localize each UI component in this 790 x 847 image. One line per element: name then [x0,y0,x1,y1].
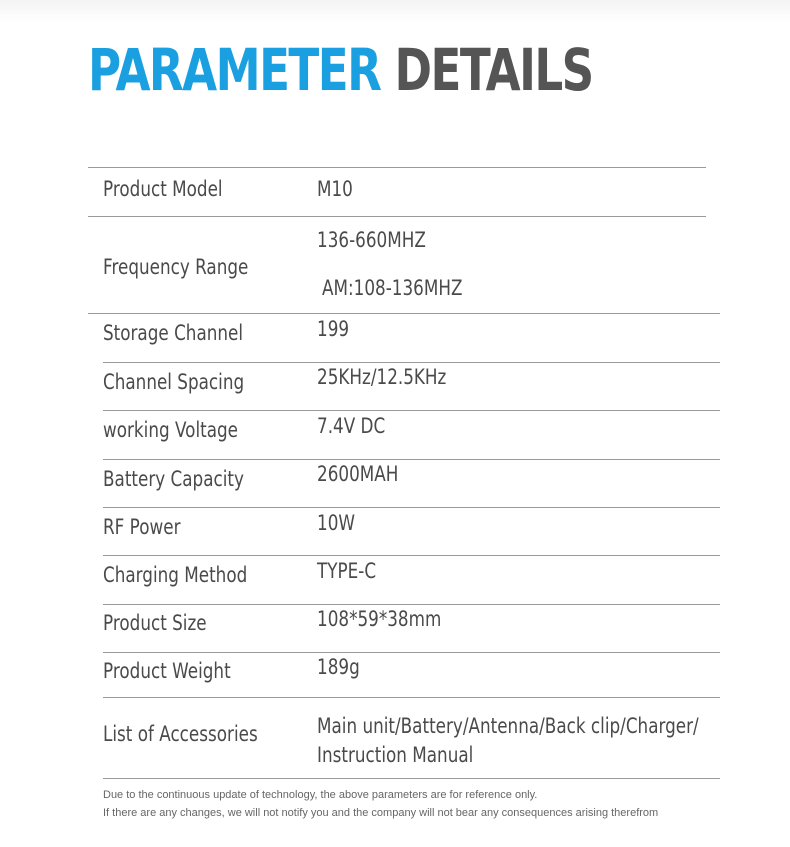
spec-label-product-weight: Product Weight [103,659,231,683]
spec-label-battery-capacity: Battery Capacity [103,467,244,491]
spec-label-product-size: Product Size [103,611,207,635]
row-divider [103,410,720,411]
spec-label-list-of-accessories: List of Accessories [103,722,258,746]
spec-label-frequency-range: Frequency Range [103,255,249,279]
row-divider [103,604,720,605]
row-divider [103,362,720,363]
spec-value-working-voltage: 7.4V DC [317,414,386,438]
spec-value-product-model: M10 [317,177,353,201]
spec-label-working-voltage: working Voltage [103,418,238,442]
spec-label-charging-method: Charging Method [103,563,248,587]
spec-value-accessories-line-2: Instruction Manual [317,743,474,767]
spec-value-frequency-range-1: 136-660MHZ [317,228,426,252]
title-rest: DETAILS [394,36,593,104]
footnote-disclaimer: If there are any changes, we will not notify you and the company will not bear any consequences arising therefrom [103,807,659,819]
row-divider [103,507,720,508]
spec-value-product-size: 108*59*38mm [317,607,442,631]
row-divider [103,555,720,556]
spec-label-rf-power: RF Power [103,515,181,539]
spec-value-battery-capacity: 2600MAH [317,462,399,486]
spec-value-storage-channel: 199 [317,317,350,341]
row-divider [88,216,706,217]
spec-label-storage-channel: Storage Channel [103,321,244,345]
row-divider [88,313,720,314]
spec-value-channel-spacing: 25KHz/12.5KHz [317,365,447,389]
row-divider [103,652,720,653]
spec-value-charging-method: TYPE-C [317,559,377,583]
spec-label-channel-spacing: Channel Spacing [103,370,245,394]
spec-label-product-model: Product Model [103,177,223,201]
row-divider [103,459,720,460]
spec-value-frequency-range-2: AM:108-136MHZ [322,276,463,300]
row-divider [88,167,706,168]
spec-value-rf-power: 10W [317,511,355,535]
spec-value-accessories-line-1: Main unit/Battery/Antenna/Back clip/Charger/ [317,714,699,738]
footnote-reference: Due to the continuous update of technology, the above parameters are for reference only. [103,789,538,801]
spec-value-product-weight: 189g [317,655,360,679]
row-divider [103,697,720,698]
title-accent: PARAMETER [88,36,381,104]
row-divider [103,778,720,779]
